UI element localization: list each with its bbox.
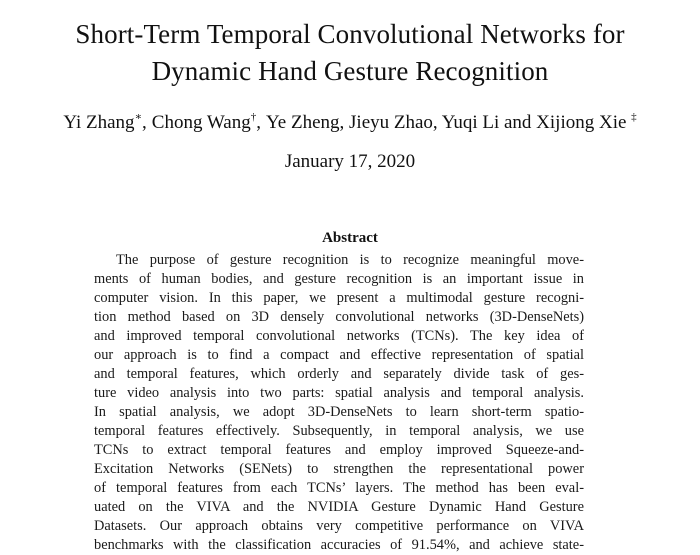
abstract-line: ture video analysis into two parts: spatial analysis and temporal analysis. [94,385,584,401]
author-list [0,110,700,136]
title-line-1: Short-Term Temporal Convolutional Networks for [75,19,625,49]
abstract-line: of temporal features from each TCNs’ layers. The method has been eval- [94,480,584,496]
abstract-body [94,251,584,555]
abstract-line: and improved temporal convolutional networks (TCNs). The key idea of [94,328,584,344]
abstract-heading: Abstract [322,230,378,246]
abstract-line: TCNs to extract temporal features and employ improved Squeeze-and- [94,442,584,458]
abstract-line: Excitation Networks (SENets) to strengthen the representational power [94,461,584,477]
author-separator: , [256,112,261,133]
abstract-line: benchmarks with the classification accuracies of 91.54%, and achieve state- [94,537,584,553]
abstract-line: The purpose of gesture recognition is to recognize meaningful move- [116,252,584,268]
abstract-line: temporal features effectively. Subsequently, in temporal analysis, we use [94,423,584,439]
abstract-line: our approach is to find a compact and effective representation of spatial [94,347,584,363]
abstract-line: tion method based on 3D densely convolutional networks (3D-DenseNets) [94,309,584,325]
author-name: Yi Zhang [63,112,135,133]
author-separator: , [142,112,147,133]
author-footnote-mark[interactable]: ∗ [134,111,143,123]
author-names-rest: Ye Zheng, Jieyu Zhao, Yuqi Li and Xijiong Xie [265,112,627,133]
author-footnote-mark[interactable]: ‡ [631,111,637,123]
abstract-line: In spatial analysis, we adopt 3D-DenseNets to learn short-term spatio- [94,404,584,420]
abstract-line: Datasets. Our approach obtains very competitive performance on VIVA [94,518,584,534]
title-line-2: Dynamic Hand Gesture Recognition [151,56,549,86]
abstract-line: ments of human bodies, and gesture recognition is an important issue in [94,271,584,287]
paper-title [0,16,700,90]
abstract-line: computer vision. In this paper, we present a multimodal gesture recogni- [94,290,584,306]
paper-date: January 17, 2020 [284,151,416,172]
author-name: Chong Wang [151,112,251,133]
abstract-line: and temporal features, which orderly and separately divide task of ges- [94,366,584,382]
abstract-line: uated on the VIVA and the NVIDIA Gesture Dynamic Hand Gesture [94,499,584,515]
author-footnote-mark[interactable]: † [250,111,257,123]
